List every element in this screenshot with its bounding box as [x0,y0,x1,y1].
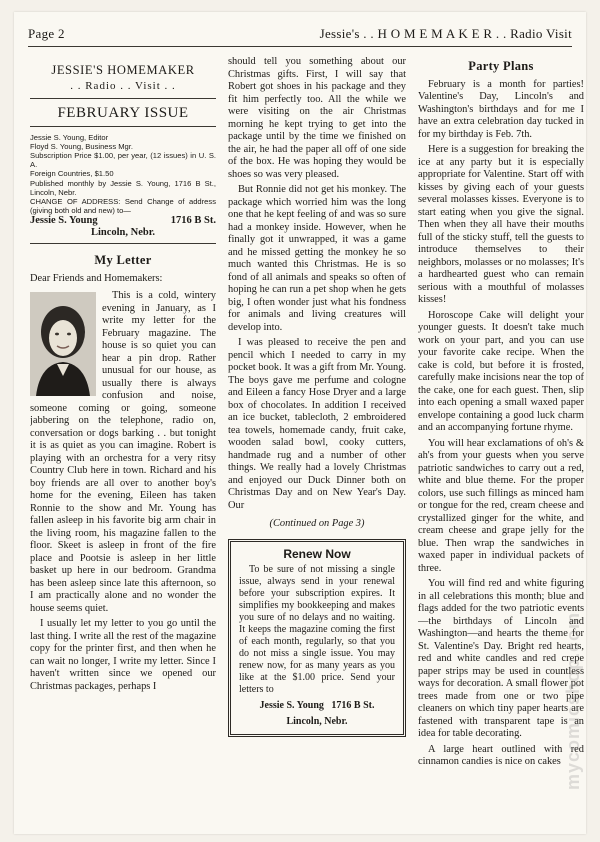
credit-foreign: Foreign Countries, $1.50 [30,169,114,179]
address-city: Lincoln, Nebr. [90,227,156,239]
issue-title: FEBRUARY ISSUE [30,99,216,127]
masthead-name: JESSIE'S HOMEMAKER [51,63,195,77]
party-paragraph-1: February is a month for parties! Valentine's Day, Lincoln's and Washington's birthdays and for me I have an extra celebration day tucked in for my birthday is Feb. 7th. [418,78,584,140]
renew-sig-street: 1716 B St. [331,699,375,711]
address-street: 1716 B St. [170,215,216,227]
party-paragraph-6: A large heart outlined with red cinnamon candies is nice on cakes [418,743,584,767]
portrait-photo [30,292,96,396]
letter-paragraph-1: This is a cold, wintery evening in January, as I write my letter for the February magazine. The house is so quiet you can hear a pin drop. Rather unusual for our house, as usually there is always confusion and noise, someone coming or going, someone jabbering on the telephone, radio on, conversation or dogs barking . . but tonight it is as quiet as you can imagine. Robert is playing with an orchestra for a very ritsy Country Club here in town. Richard and his boy friends are all over to another boy's home for the evening, Eileen has taken Ronnie to the show and Mr. Young has fallen asleep in his favorite big arm chair in the living room, his magazine fallen to the floor. Skeet is asleep in front of the fire place and Pootsie is asleep in her little basket up here in our bedroom. Grandma has been asleep since late this afternoon, so I am practically alone and no wonder the house seems quiet. [30,290,216,614]
portrait-photo-icon [30,292,96,396]
address-name: Jessie S. Young [30,215,98,227]
masthead [30,56,216,99]
credit-published: Published monthly by Jessie S. Young, 1716 B St., Lincoln, Nebr. [30,178,216,197]
renew-box [228,539,406,737]
column-middle [228,56,406,822]
letter-paragraph-4: But Ronnie did not get his monkey. The package which worried him was the long one that he kept feeling of and was so sure had a monkey inside. However, when he finally got it unwrapped, it was a game and he missed getting the monkey he so much wanted this Christmas. He is so fond of all animals and speaks so often of hoping he can run a pet shop when he gets big, I often wonder just what his fondness for animals and living creatures will develop into. [228,184,406,333]
running-title: Jessie's . . H O M E M A K E R . . Radio Visit [319,26,572,41]
masthead-subtitle: . . Radio . . Visit . . [70,79,176,92]
letter-paragraph-5: I was pleased to receive the pen and pencil which I needed to carry in my pocket book. It was a gift from Mr. Young. The boys gave me perfume and cologne and Eileen a fancy Hose Dryer and a large box of chocolates. In addition I received an ice bucket, tablecloth, 2 embroidered tea towels, homemade candy, fruit cake, wooden salad bowl, cooky cutters, handmade rug and a number of other things. We really had a lovely Christmas and enjoyed our Duck Dinner both on Christmas Day and on New Year's Day. Our [228,337,406,511]
column-right [418,56,584,822]
page-number: Page 2 [28,26,65,41]
credits-block [30,127,216,245]
address-row [30,215,216,227]
renew-title: Renew Now [283,546,351,561]
letter-salutation: Dear Friends and Homemakers: [30,272,163,284]
party-paragraph-3: Horoscope Cake will delight your younger guests. It doesn't take much work on your part, and you can use your favorite cake recipe. When the cake is cold, but before it is frosted, carefully make incisions near the top of the cake, one for each guest. Then, slip into each opening a small waxed paper envelope containing a good luck charm and an accompanying fortune rhyme. [418,309,584,433]
watermark: mycomicshop.com [563,612,583,791]
party-paragraph-4: You will hear exclamations of oh's & ah's from your guests when you serve patriotic sandwiches to carry out a red, white and blue theme. For the proper colors, use such fillings as minced ham or tongue for the red, cream cheese and crystallized ginger for the white, and cream cheese and grape jelly for the blue. Then wrap the sandwiches in waxed paper in individual packets of three. [418,437,584,574]
renew-sig-name: Jessie S. Young [259,699,324,711]
magazine-page [14,12,586,834]
credit-manager: Floyd S. Young, Business Mgr. [30,141,133,151]
party-title: Party Plans [468,59,534,73]
letter-paragraph-3: should tell you something about our Christmas gifts. First, I will say that Robert got shoes in his package and they fit him perfectly too. All the while we were visiting on the air Christmas morning he kept trying to get into the package until by the time we finished on the air, he had the paper all off of one side of the box. He was hoping they would be shoes so was very pleased. [228,56,406,180]
credit-change-address: CHANGE OF ADDRESS: Send Change of address (giving both old and new) to— [30,196,216,216]
credit-editor: Jessie S. Young, Editor [30,132,109,142]
party-paragraph-2: Here is a suggestion for breaking the ice at any party but it is especially appropriate for Valentine. Start off with kisses by giving each of your guests several molasses kisses. Everyone is to start eating when you give the signal. Then when they all have their mouths full of the sticky stuff, tell the guests to introduce themselves to their neighbors, molasses or no molasses; It's a hardhearted guest who can remain serious with a mouthful of molasses kisses! [418,144,584,305]
credit-subscription: Subscription Price $1.00, per year, (12 issues) in U. S. A. [30,150,216,170]
column-left [30,56,216,822]
continued-note: (Continued on Page 3) [269,518,365,529]
letter-paragraph-2: I usually let my letter to you go until the last thing. I write all the rest of the magazine copy for the printer first, and then when he can wait no longer, I write my letter. Since I haven't written since we opened our Christmas packages, perhaps I [30,618,216,692]
page-header [28,26,572,47]
renew-sig-city: Lincoln, Nebr. [286,715,348,727]
renew-signature [239,700,395,712]
letter-title: My Letter [94,253,152,268]
party-paragraph-5: You will find red and white figuring in all celebrations this month; blue and flags added for the two patriotic events—the birthdays of Lincoln and Washington—and hearts the theme for St. Valentine's Day. Bright red hearts, red and white candles and red crepe paper strips may be used in countless ways for decoration. A small flower pot trees made from one or two pipe cleaners on which tiny paper hearts are fastened with transparent tape is an idea for table decorating. [418,578,584,739]
renew-body: To be sure of not missing a single issue, always send in your renewal before your subscription expires. It simplifies my bookkeeping and makes you sure of no delays and no waiting. It keeps the magazine coming the first of each month, regularly, so that you do not miss a single issue. You may renew now, for as many years as you like at the $1.00 price. Send your letters to [239,563,395,695]
